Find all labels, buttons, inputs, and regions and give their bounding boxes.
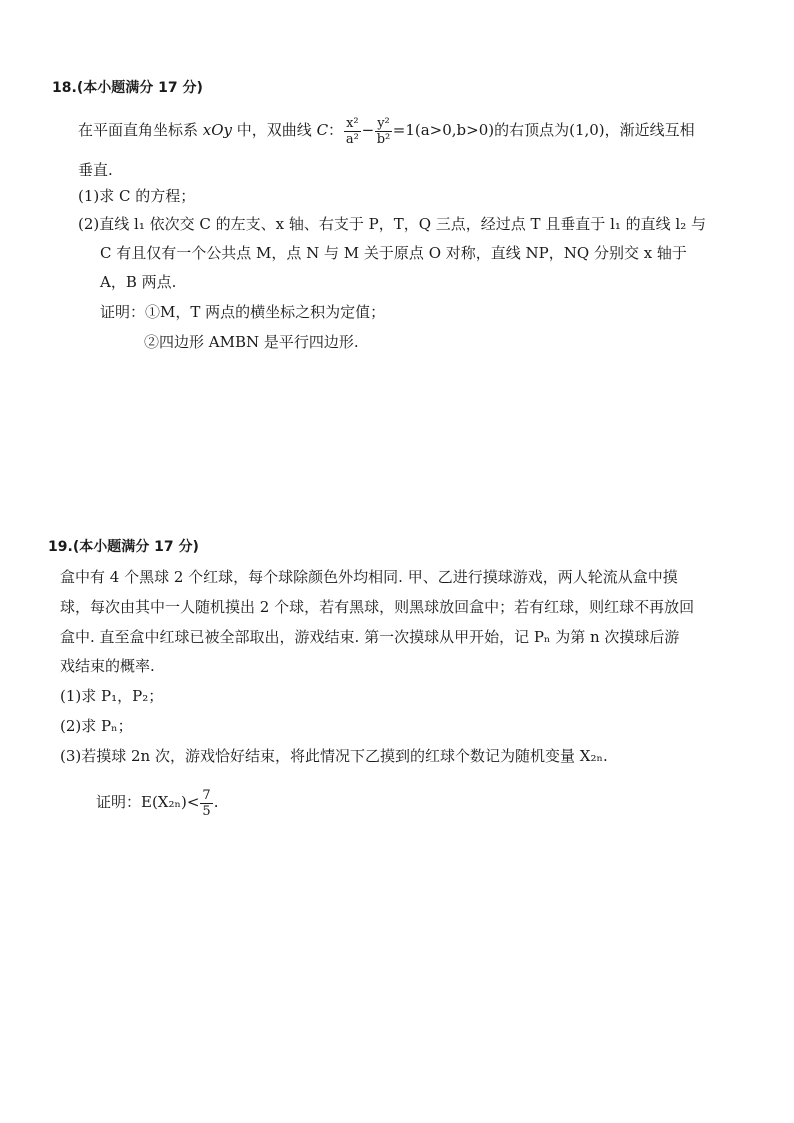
q19-proof: 证明：E(X₂ₙ)< $\frac{7}{5}$ . [96, 787, 219, 819]
q19-stem-line-1: 盒中有 4 个黑球 2 个红球，每个球除颜色外均相同. 甲、乙进行摸球游戏，两人轮流从盒中摸 [60, 568, 678, 586]
q19-stem-line-3: 盒中. 直至盒中红球已被全部取出，游戏结束. 第一次摸球从甲开始，记 Pₙ 为第 n 次摸球后游 [60, 628, 680, 646]
q18-part-1: (1)求 C 的方程； [78, 187, 196, 205]
fraction-x2-a2: $\frac{\text{x²}}{\text{a²}}$ [345, 115, 359, 147]
q19-part-1: (1)求 P₁，P₂； [60, 687, 164, 705]
q19-stem-line-4: 戏结束的概率. [60, 657, 155, 675]
q18-score-note: (本小题满分 17 分) [76, 80, 203, 96]
q18-stem-line-2: 垂直. [78, 161, 113, 179]
q19-part-2: (2)求 Pₙ； [60, 717, 133, 735]
q19-header [48, 537, 199, 557]
q18-stem-line-1: 在平面直角坐标系 xOy 中，双曲线 C： $\frac{\text{x²}}{\text{a²}}$ − $\frac{\text{y²}}{\text{b²}}$ =1(a>0,b>0)的右顶点为(1,0)，渐近线互相 [78, 115, 695, 147]
q18-proof-1: 证明：①M，T 两点的横坐标之积为定值； [100, 303, 386, 321]
q19-stem-line-2: 球，每次由其中一人随机摸出 2 个球，若有黑球，则黑球放回盒中；若有红球，则红球不再放回 [60, 598, 695, 616]
q19-part-3: (3)若摸球 2n 次，游戏恰好结束，将此情况下乙摸到的红球个数记为随机变量 X₂ₙ. [60, 747, 608, 765]
fraction-7-5: $\frac{7}{5}$ [202, 787, 211, 819]
q19-number: 19. [48, 539, 73, 555]
fraction-y2-b2: $\frac{\text{y²}}{\text{b²}}$ [376, 115, 391, 147]
q18-proof-2: ②四边形 AMBN 是平行四边形. [144, 333, 359, 351]
q18-part-2-line-2: C 有且仅有一个公共点 M，点 N 与 M 关于原点 O 对称，直线 NP，NQ 分别交 x 轴于 [100, 244, 687, 262]
q18-part-2-line-3: A，B 两点. [100, 273, 177, 291]
coord-system-label: xOy [202, 121, 233, 139]
q18-part-2-line-1: (2)直线 l₁ 依次交 C 的左支、x 轴、右支于 P，T，Q 三点，经过点 T 且垂直于 l₁ 的直线 l₂ 与 [78, 215, 707, 233]
q18-header [52, 78, 203, 98]
q18-number: 18. [52, 80, 77, 96]
q19-score-note: (本小题满分 17 分) [72, 539, 199, 555]
